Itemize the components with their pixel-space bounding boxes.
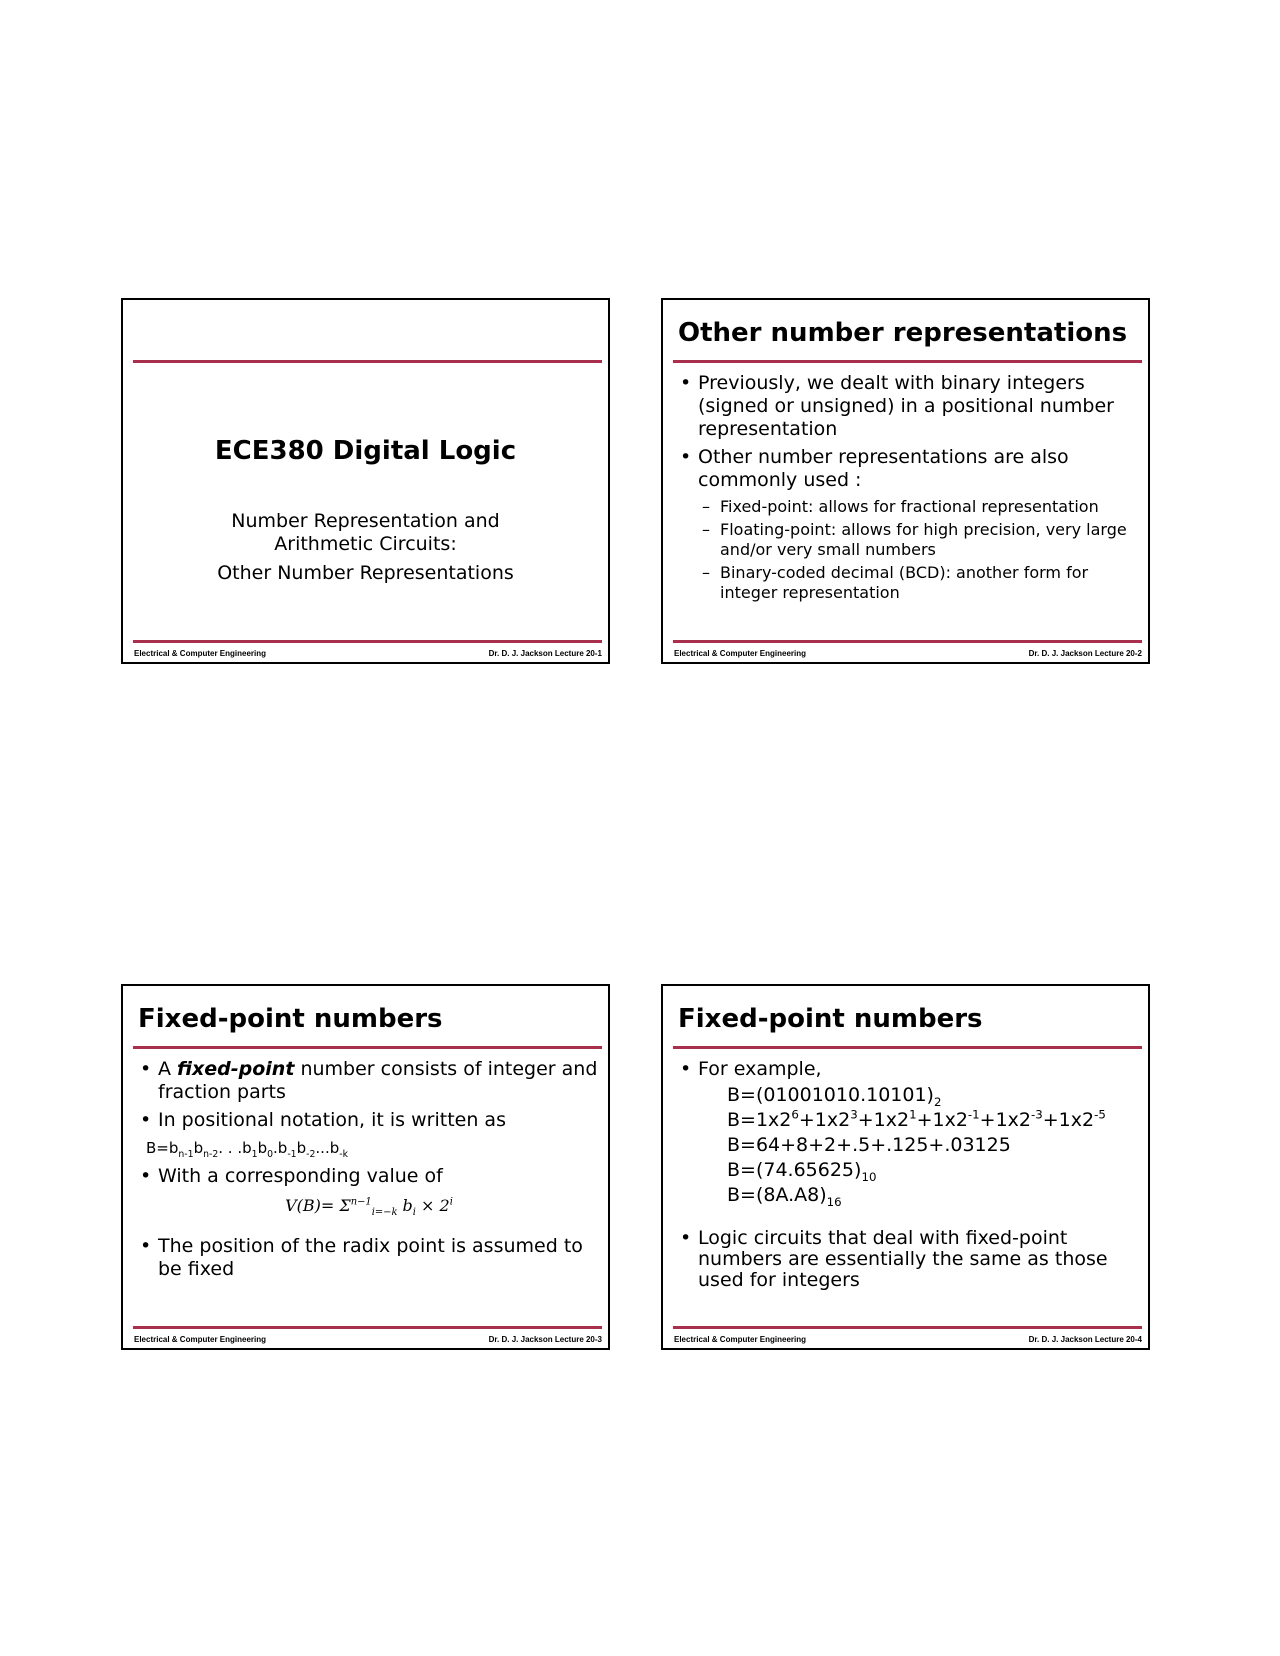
title-rule	[673, 360, 1142, 363]
slide-1	[121, 298, 610, 664]
bullet: • Logic circuits that deal with fixed-point numbers are essentially the same as those used for integers	[680, 1228, 1138, 1291]
bullet: • In positional notation, it is written as	[140, 1109, 598, 1132]
footer-left: Electrical & Computer Engineering	[134, 1335, 267, 1344]
footer-right: Dr. D. J. Jackson Lecture 20-3	[488, 1335, 602, 1344]
slide-4	[661, 984, 1150, 1350]
bullet: • With a corresponding value of	[140, 1165, 598, 1188]
example-line: $B=1x2^6+1x2^3+1x2^1+1x2^{-1}+1x2^{-3}+1x2^{-5}$	[727, 1107, 1106, 1131]
bullet: • A fixed-point number consists of integer and fraction parts	[140, 1058, 598, 1104]
bullet: • Other number representations are also commonly used :	[680, 446, 1138, 492]
example-line: $B=(74.65625)_{10}$	[727, 1159, 877, 1184]
slide-content	[140, 1058, 598, 1286]
footer-left: Electrical & Computer Engineering	[134, 649, 267, 658]
example-lines	[680, 1083, 1138, 1208]
example-line: B=64+8+2+.5+.125+.03125	[727, 1134, 1011, 1156]
bullet: • The position of the radix point is assumed to be fixed	[140, 1235, 598, 1281]
example-line: $B=(01001010.10101)_2$	[727, 1084, 942, 1109]
slide-subtitle: Number Representation and Arithmetic Circuits: Other Number Representations	[217, 510, 514, 584]
slide-content	[680, 372, 1138, 606]
value-formula: $V(B)= \Sigma^{n-1}_{i=-k}$ $b_i \times 2^i$	[285, 1196, 453, 1219]
slide-title: ECE380 Digital Logic	[214, 436, 517, 466]
slide-title: Other number representations	[678, 318, 1128, 348]
footer-rule	[673, 1326, 1142, 1329]
footer-rule	[133, 1326, 602, 1329]
footer-rule	[673, 640, 1142, 643]
sub-bullet: – Binary-coded decimal (BCD): another form for integer representation	[680, 563, 1138, 603]
footer-right: Dr. D. J. Jackson Lecture 20-4	[1028, 1335, 1142, 1344]
title-rule	[673, 1046, 1142, 1049]
footer-right: Dr. D. J. Jackson Lecture 20-2	[1028, 649, 1142, 658]
title-rule	[133, 360, 602, 363]
footer-left: Electrical & Computer Engineering	[674, 1335, 807, 1344]
sub-bullet: – Fixed-point: allows for fractional representation	[680, 497, 1138, 517]
slide-title: Fixed-point numbers	[138, 1004, 443, 1034]
slide-3	[121, 984, 610, 1350]
sub-bullet: – Floating-point: allows for high precision, very large and/or very small numbers	[680, 520, 1138, 560]
slide-title: Fixed-point numbers	[678, 1004, 983, 1034]
positional-notation-formula: $B=b_{n-1}b_{n-2}$. . $.b_1b_0.b_{-1}b_{-2}...b_{-k}$	[146, 1139, 348, 1160]
slide-content	[680, 1058, 1138, 1296]
bullet: • For example,	[680, 1058, 1138, 1081]
footer-rule	[133, 640, 602, 643]
bullet: • Previously, we dealt with binary integers (signed or unsigned) in a positional number representation	[680, 372, 1138, 441]
emphasis-term: fixed-point	[177, 1058, 295, 1080]
footer-left: Electrical & Computer Engineering	[674, 649, 807, 658]
title-rule	[133, 1046, 602, 1049]
slide-2	[661, 298, 1150, 664]
example-line: $B=(8A.A8)_{16}$	[727, 1184, 842, 1209]
footer-right: Dr. D. J. Jackson Lecture 20-1	[488, 649, 602, 658]
